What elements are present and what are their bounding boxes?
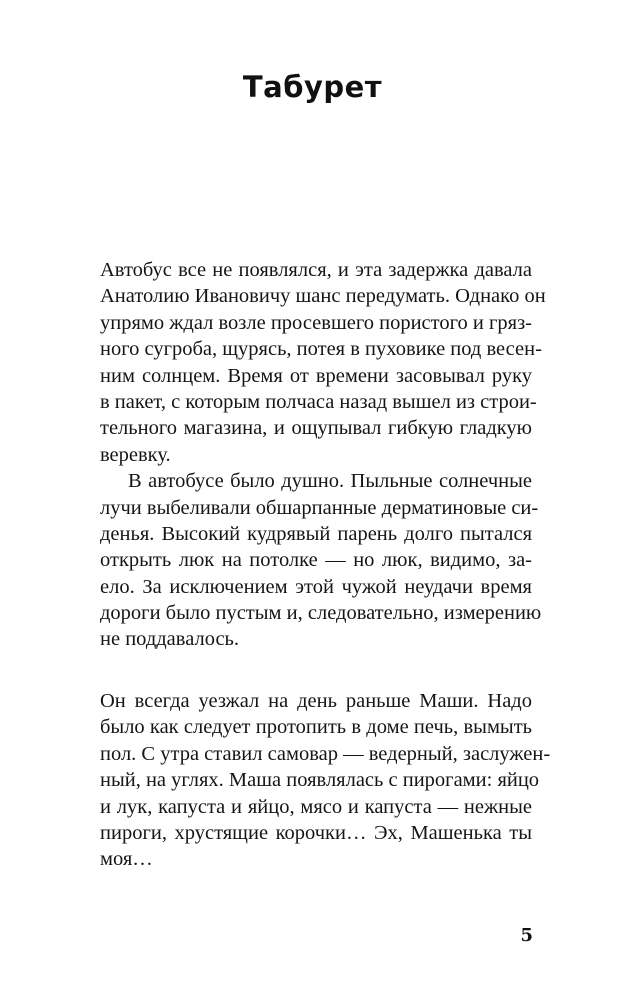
section-1	[100, 257, 546, 653]
text-line: Автобус все не появлялся, и эта задержка давала	[100, 259, 532, 281]
text-line: Анатолию Ивановичу шанс передумать. Однако он	[100, 285, 546, 308]
text-line: упрямо ждал возле просевшего пористого и гряз-	[100, 311, 532, 334]
chapter-title: Табурет	[242, 70, 383, 104]
text-line: открыть люк на потолке — но люк, видимо, за-	[100, 549, 532, 572]
text-line: дороги было пустым и, следовательно, измерению	[100, 602, 542, 625]
text-line: ним солнцем. Время от времени засовывал руку	[100, 364, 532, 387]
text-line: веревку.	[100, 443, 171, 466]
text-line: тельного магазина, и ощупывал гибкую гладкую	[100, 417, 532, 440]
paragraph-2	[100, 468, 542, 653]
text-line: было как следует протопить в доме печь, вымыть	[100, 716, 532, 739]
text-line: в пакет, с которым полчаса назад вышел из строи-	[100, 390, 537, 413]
text-line: Он всегда уезжал на день раньше Маши. Надо	[100, 690, 532, 712]
text-line: моя…	[100, 848, 153, 871]
text-line: и лук, капуста и яйцо, мясо и капуста — нежные	[100, 795, 532, 818]
text-line: В автобусе было душно. Пыльные солнечные	[128, 470, 532, 493]
text-line: ного сугроба, щурясь, потея в пуховике под весен-	[100, 338, 542, 361]
text-line: денья. Высокий кудрявый парень долго пытался	[100, 522, 532, 545]
paragraph-1	[100, 257, 546, 468]
text-line: пироги, хрустящие корочки… Эх, Машенька ты	[100, 821, 532, 844]
text-line: не поддавалось.	[100, 628, 240, 651]
text-line: лучи выбеливали обшарпанные дерматиновые си-	[100, 496, 539, 519]
paragraph-3	[100, 688, 551, 873]
section-2	[100, 688, 551, 873]
page-number: 5	[520, 925, 533, 946]
text-line: пол. С утра ставил самовар — ведерный, заслужен-	[100, 742, 551, 765]
text-line: ело. За исключением этой чужой неудачи время	[100, 575, 532, 598]
text-line: ный, на углях. Маша появлялась с пирогами: яйцо	[100, 769, 540, 792]
